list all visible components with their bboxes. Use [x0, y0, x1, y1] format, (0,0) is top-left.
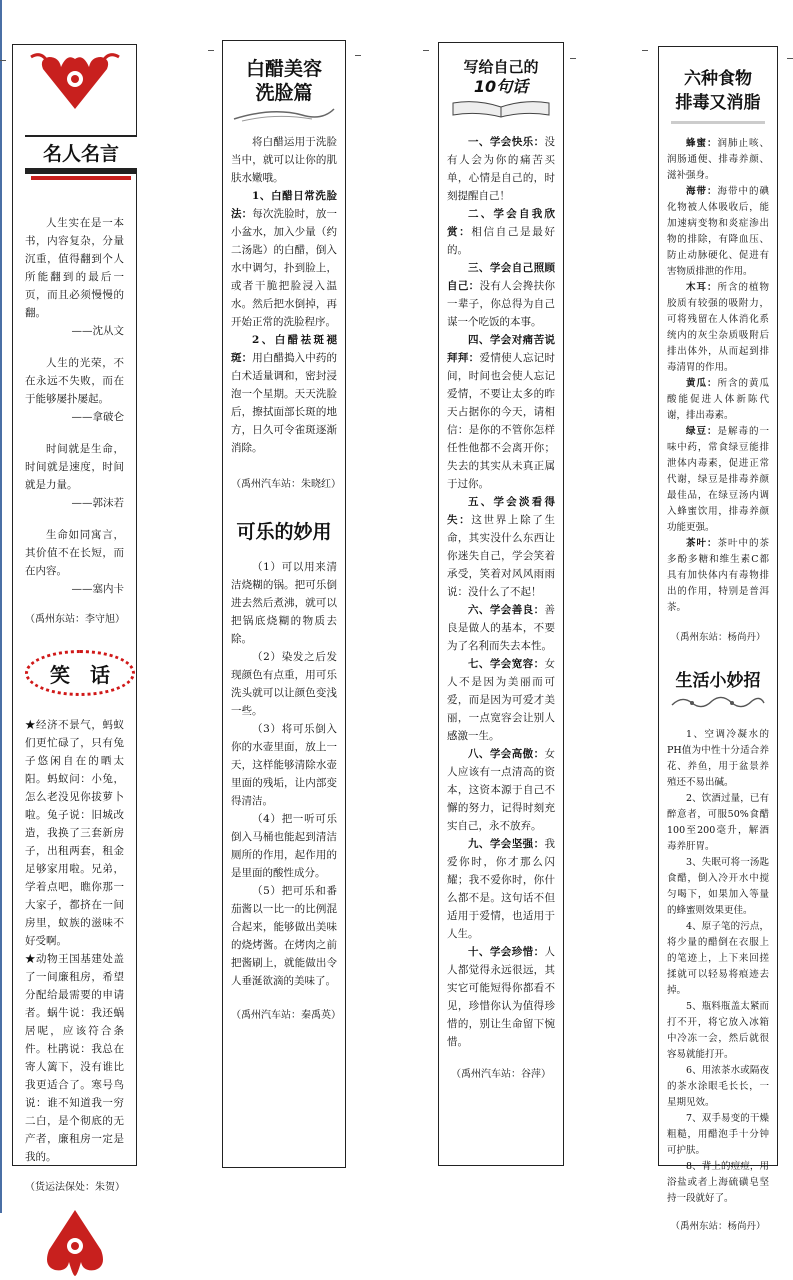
- cola-item: （4）把一听可乐倒入马桶也能起到清洁厕所的作用，起作用的是里面的酸性成分。: [231, 813, 337, 879]
- swirl-decoration-icon: [232, 105, 336, 123]
- ten-item-head: 八、学会高傲：: [468, 748, 545, 760]
- ten-item: [447, 205, 555, 259]
- crop-mark: [787, 58, 793, 59]
- tip-item: 2、饮酒过量，已有醉意者，可服50%食醋100至200毫升，解酒毒养肝胃。: [667, 793, 769, 852]
- joke-text: ★动物王国基建处盖了一间廉租房，希望分配给最需要的申请者。蜗牛说：我还蜗居呢，应该符合条件。杜鹃说：我总在寄人篱下，没有谁比我更适合了。寒号鸟说：谁不知道我一穷二白，是个彻底的无产者，廉租房一定是我的。: [25, 953, 124, 1163]
- ten-item: [447, 745, 555, 835]
- ornament-top-icon: [25, 49, 125, 119]
- ten-item: [447, 331, 555, 493]
- food-item-body: 所含的黄瓜酸能促进人体新陈代谢，排出毒素。: [667, 378, 769, 421]
- column-foods-tips: [658, 46, 778, 1232]
- banner-stripe: [31, 176, 131, 180]
- quotes-list: [25, 214, 124, 598]
- ten-item-head: 四、学会对痛苦说拜拜：: [447, 334, 555, 364]
- ten-item: [447, 601, 555, 655]
- food-item-head: 黄瓜：: [686, 378, 718, 389]
- food-item-head: 木耳：: [686, 282, 718, 293]
- crop-mark: [642, 50, 648, 51]
- ten-item-head: 二、学会自我欣赏：: [447, 208, 555, 238]
- food-item-body: 润肺止咳、润肠通便、排毒养颜、滋补强身。: [667, 138, 769, 181]
- ten-item: [447, 493, 555, 601]
- joke-text: ★经济不景气，蚂蚁们更忙碌了，只有兔子悠闲自在的晒太阳。蚂蚁问：小兔，怎么老没见你拔萝卜啦。兔子说：旧城改造，我换了三套新房子，出租两套，租金足够家用啦。兄弟，学着点吧，瞧你那一大家子，都挤在一间房里，蚁族的滋味不好受啊。: [25, 719, 124, 947]
- source-credit: （禹州汽车站：谷萍）: [451, 1069, 551, 1080]
- vinegar-item-head: 2、白醋祛斑褪斑：: [231, 334, 337, 364]
- quotes-title: 名人名言: [25, 135, 137, 174]
- foods-title-line2: 排毒又消脂: [675, 93, 761, 113]
- floral-decoration-icon: [670, 693, 766, 713]
- vinegar-title: [231, 57, 337, 105]
- column-ten-sentences: [438, 42, 564, 1166]
- food-item-head: 茶叶：: [686, 538, 718, 549]
- ten-item: [447, 133, 555, 205]
- ten-item: [447, 259, 555, 331]
- quote-text: 生命如同寓言，其价值不在长短，而在内容。: [25, 529, 124, 577]
- food-item: [667, 536, 769, 616]
- vinegar-item-head: 1、白醋日常洗脸法：: [231, 190, 337, 220]
- ten-item-body: 这世界上除了生命，其实没什么东西让你迷失自己，学会笑着承受，笑着对风风雨雨说：没什么了不起！: [447, 514, 555, 598]
- food-item: [667, 424, 769, 536]
- tip-item: 5、瓶料瓶盖太紧而打不开，将它放入冰箱中冷冻一会，然后就很容易就能打开。: [667, 1001, 769, 1060]
- ten-item-body: 爱情使人忘记时间，时间也会使人忘记爱情，不要让太多的昨天占据你的今天，请相信：是你的不管你怎样任性他都不会离开你；失去的其实从未真正属于过你。: [447, 352, 555, 490]
- ten-item: [447, 943, 555, 1051]
- jokes-list: [25, 716, 124, 1166]
- foods-title-line1: 六种食物: [684, 69, 752, 89]
- quote-text: 人生实在是一本书，内容复杂，分量沉重，值得翻到个人所能翻到的最后一页，而且必须慢慢的翻。: [25, 217, 124, 319]
- ten-item: [447, 835, 555, 943]
- food-item-body: 是解毒的一味中药，常食绿豆能排泄体内毒素，促进正常代谢，绿豆是排毒养颜最佳品，在绿豆汤内调入蜂蜜饮用，排毒养颜功能更强。: [667, 426, 769, 533]
- crop-mark: [423, 50, 429, 51]
- ten-title-line1: 写给自己的: [463, 58, 539, 76]
- ten-item-head: 六、学会善良：: [468, 604, 545, 616]
- cola-title: 可乐的妙用: [236, 521, 332, 543]
- quote-author: ——郭沫若: [71, 497, 124, 509]
- vinegar-title-line2: 洗脸篇: [255, 82, 313, 104]
- crop-mark: [355, 55, 361, 56]
- ten-item: [447, 655, 555, 745]
- tip-item: 8、背上的痘痘，用浴盐或者上海硫磺皂坚持一段就好了。: [667, 1161, 769, 1204]
- source-credit: （禹州汽车站：朱晓红）: [231, 479, 341, 490]
- cola-item: （3）将可乐倒入你的水壶里面，放上一天，这样能够清除水壶里面的残垢，让内部变得清洁。: [231, 723, 337, 807]
- ten-item-head: 五、学会淡看得失：: [447, 496, 555, 526]
- food-item-head: 蜂蜜：: [686, 138, 718, 149]
- ten-item-body: 没有人会为你的痛苦买单，心情是自己的，时刻提醒自己！: [447, 136, 555, 202]
- source-credit: （货运法保处：朱贺）: [25, 1182, 125, 1193]
- source-credit: （禹州东站：杨尚丹）: [670, 632, 766, 643]
- ten-item-head: 七、学会宽容：: [468, 658, 545, 670]
- foods-title: [667, 67, 769, 115]
- tips-title: 生活小妙招: [675, 671, 761, 691]
- food-item: [667, 136, 769, 184]
- tips-list: [667, 727, 769, 1207]
- food-item: [667, 376, 769, 424]
- column-vinegar-cola: [222, 40, 346, 1168]
- vinegar-item-2: [231, 331, 337, 457]
- food-item-body: 茶叶中的茶多酚多糖和维生素C都具有加快体内有毒物排出的作用，特别是普洱茶。: [667, 538, 769, 613]
- ten-list: [447, 133, 555, 1051]
- vinegar-item-body: 每次洗脸时，放一小盆水，加入少量（约二汤匙）的白醋，倒入水中调匀，扑到脸上，或者干脆把脸浸入温水。然后把水倒掉，再开始正常的洗脸程序。: [231, 208, 338, 328]
- quotes-banner: [25, 135, 137, 180]
- ten-item-body: 善良是做人的基本，不要为了名利而失去本性。: [447, 604, 555, 652]
- vinegar-item-body: 用白醋搗入中药的白术适量调和，密封浸泡一个星期。天天洗脸后，擦拭面部长斑的地方，日久可令雀斑逐渐消除。: [231, 352, 338, 454]
- ten-item-body: 人人都觉得永远很远，其实它可能短得你都看不见，珍惜你认为值得珍惜的，别让生命留下惋惜。: [447, 946, 555, 1048]
- vinegar-intro: 将白醋运用于洗脸当中，就可以让你的肌肤水嫩哦。: [231, 136, 337, 184]
- food-item-body: 海带中的碘化物被人体吸收后，能加速病变物和炎症渗出物的排除，有降血压、防止动脉硬化、促进有害物质排泄的作用。: [667, 186, 769, 277]
- joke-badge: [25, 650, 135, 696]
- ten-title-line2: 10句话: [473, 77, 529, 96]
- quote-author: ——拿破仑: [71, 411, 124, 423]
- joke-title: 笑 话: [50, 662, 110, 687]
- ten-item-body: 女人应该有一点清高的资本，这资本源于自己不懈的努力，记得时刻充实自己，永不放弃。: [447, 748, 555, 832]
- food-item-body: 所含的植物胶质有较强的吸附力，可将残留在人体消化系统内的灰尘杂质吸附后排出体外，从而起到排毒清胃的作用。: [667, 282, 769, 373]
- source-credit: （禹州东站：杨尚丹）: [670, 1221, 766, 1232]
- crop-mark: [0, 60, 6, 61]
- cola-item: （2）染发之后发现颜色有点重，用可乐洗头就可以让颜色变浅一些。: [231, 651, 337, 717]
- ten-item-body: 我爱你时，你才那么闪耀；我不爱你时，你什么都不是。这句话不但适用于爱情，也适用于人生。: [447, 838, 555, 940]
- vinegar-item-1: [231, 187, 337, 331]
- ten-item-head: 三、学会自己照顾自己：: [447, 262, 555, 292]
- crop-mark: [570, 58, 576, 59]
- crop-mark: [208, 50, 214, 51]
- ten-item-body: 相信自己是最好的。: [447, 226, 555, 256]
- tip-item: 7、双手易变的干燥粗糙，用醋泡手十分钟可护肤。: [667, 1113, 769, 1156]
- food-item: [667, 280, 769, 376]
- food-item-head: 海带：: [686, 186, 718, 197]
- source-credit: （禹州东站：李守旭）: [25, 614, 125, 625]
- ornament-bottom-icon: [35, 1206, 115, 1280]
- book-icon: [449, 99, 553, 119]
- column-quotes-jokes: [12, 44, 137, 1193]
- food-item: [667, 184, 769, 280]
- ten-item-head: 十、学会珍惜：: [468, 946, 545, 958]
- vinegar-title-line1: 白醋美容: [245, 58, 322, 80]
- ten-item-head: 九、学会坚强：: [468, 838, 545, 850]
- foods-list: [667, 136, 769, 616]
- tip-item: 3、失眠可将一汤匙食醋，倒入冷开水中搅匀喝下，如果加入等量的蜂蜜则效果更佳。: [667, 857, 769, 916]
- tip-item: 4、原子笔的污点，将少量的醋倒在衣服上的笔迹上，上下来回搓揉就可以轻易将痕迹去掉。: [667, 921, 769, 996]
- left-edge-rule: [0, 0, 2, 1213]
- quote-text: 人生的光荣，不在永远不失败，而在于能够屡扑屡起。: [25, 357, 124, 405]
- quote-author: ——沈从文: [71, 325, 124, 337]
- tip-item: 6、用浓茶水或隔夜的茶水涂眼毛长长，一星期见效。: [667, 1065, 769, 1108]
- ten-title: [451, 57, 551, 97]
- source-credit: （禹州汽车站：秦禹英）: [231, 1010, 341, 1021]
- cola-item: （5）把可乐和番茄酱以一比一的比例混合起来，能够做出美味的烧烤酱。在烤肉之前把酱刷上，就能做出令人垂涎欲滴的美味了。: [231, 885, 337, 987]
- tip-item: 1、空调冷凝水的PH值为中性十分适合养花、养鱼，用于盆景养殖还不易出碱。: [667, 729, 769, 788]
- quote-text: 时间就是生命，时间就是速度，时间就是力量。: [25, 443, 124, 491]
- quote-author: ——塞内卡: [71, 583, 124, 595]
- ten-item-body: 女人不是因为美丽而可爱，而是因为可爱才美丽，一点宽容会让别人感激一生。: [447, 658, 555, 742]
- cola-item: （1）可以用来清洁烧糊的锅。把可乐倒进去然后煮沸，就可以把锅底烧糊的物质去除。: [231, 561, 337, 645]
- ten-item-body: 没有人会搀扶你一辈子，你总得为自己谋一个吃饭的本事。: [447, 280, 555, 328]
- food-item-head: 绿豆：: [686, 426, 718, 437]
- ten-item-head: 一、学会快乐：: [468, 136, 545, 148]
- title-underline: [671, 121, 765, 124]
